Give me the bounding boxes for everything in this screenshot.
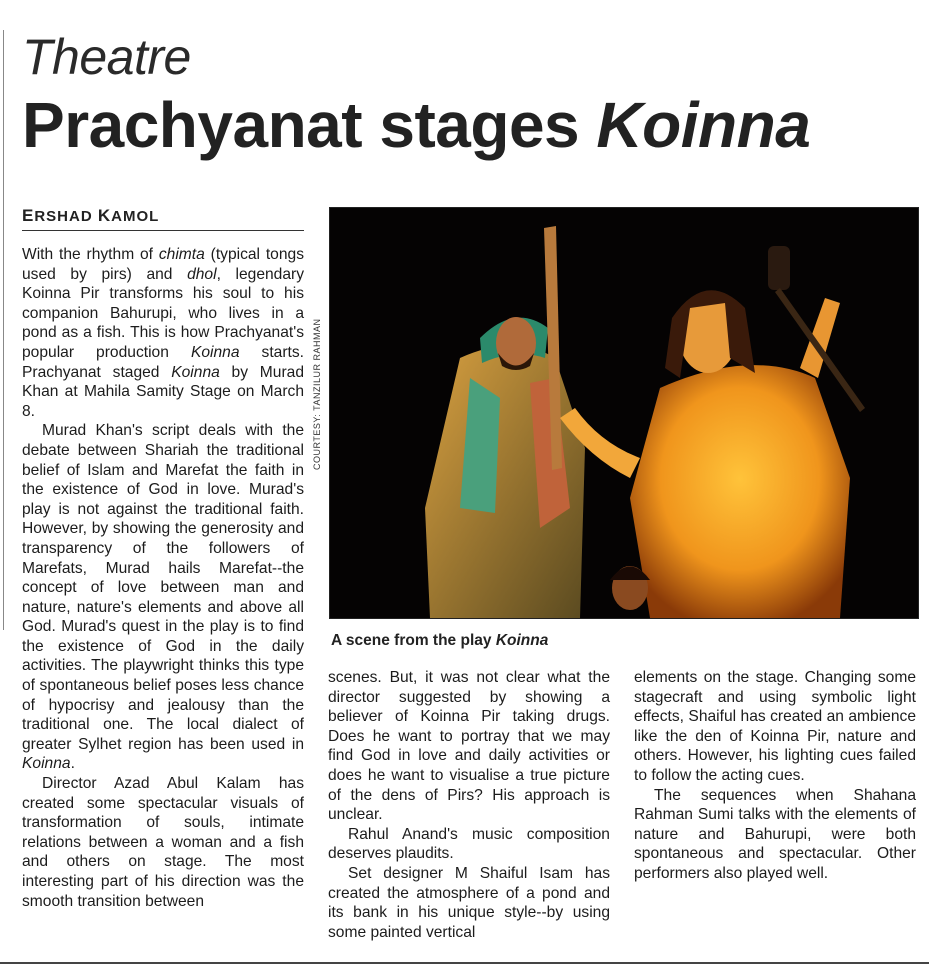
text-run: Murad Khan's script deals with the debate between Shariah the traditional belief of Islam and Marefat the faith in the existence of God in love. Murad's play is not against the traditional faith. However, by showing the generosity and transparency of the followers of Marefats, Murad hails Marefat--the concept of love between man and nature, nature's elements and above all God. Murad's quest in the play is to find the existence of God in the daily activities. The playwright thinks this type of spontaneous belief poses less chance of hypocrisy and jealousy than the traditional one. The local dialect of greater Sylhet region has been used in xyxy=(22,422,304,753)
text-run-italic: Koinna xyxy=(22,755,71,773)
bottom-rule xyxy=(0,962,929,964)
caption-title-italic: Koinna xyxy=(495,632,549,649)
section-label: Theatre xyxy=(22,29,191,85)
caption-text: A scene from the play xyxy=(331,632,496,649)
paragraph xyxy=(22,421,304,774)
paragraph: Set designer M Shaiful Isam has created the atmosphere of a pond and its bank in his unique style--by using some painted vertical xyxy=(328,864,610,941)
text-run: With the rhythm of xyxy=(22,246,159,263)
text-run: . xyxy=(70,755,75,773)
paragraph: scenes. But, it was not clear what the director suggested by showing a believer of Koinna Pir taking drugs. Does he want to portray that we may find God in love and daily activities or does he want to visualise a true picture of the dens of Pirs? His approach is unclear. xyxy=(328,669,610,824)
text-run: , legendary Koinna Pir transforms his soul to his companion Bahurupi, who lives in a pond as a fish. This is how Prachyanat's popular production xyxy=(22,265,304,361)
text-run-italic: dhol xyxy=(187,265,217,283)
byline-initial: E xyxy=(22,206,35,225)
paragraph: Director Azad Abul Kalam has created some spectacular visuals of transformation of souls, intimate relations between a woman and a fish and others on stage. The most interesting part of his direction was the smooth transition between xyxy=(22,775,304,910)
headline-title-italic: Koinna xyxy=(596,89,811,161)
text-run: by Murad Khan at Mahila Samity Stage on March 8. xyxy=(22,363,304,420)
byline xyxy=(22,206,304,231)
article-column-2 xyxy=(328,668,610,942)
article-column-3 xyxy=(634,668,916,884)
text-run: starts. Prachyanat staged xyxy=(22,343,304,381)
photo-caption xyxy=(331,632,548,650)
stage-photo xyxy=(329,207,919,619)
text-run: (typical tongs used by pirs) and xyxy=(22,246,304,283)
paragraph: Rahul Anand's music composition deserves plaudits. xyxy=(328,825,610,863)
byline-first: RSHAD xyxy=(34,208,93,225)
stage-photo-illustration xyxy=(330,208,918,618)
article-column-1 xyxy=(22,245,304,911)
text-run-italic: Koinna xyxy=(171,363,220,381)
paragraph: The sequences when Shahana Rahman Sumi talks with the elements of nature and Bahurupi, were both spontaneous and spectacular. Other performers also played well. xyxy=(634,786,916,882)
headline xyxy=(22,88,810,162)
text-run-italic: Koinna xyxy=(190,343,240,361)
headline-text: Prachyanat stages xyxy=(22,89,597,161)
byline-initial: K xyxy=(97,206,112,225)
paragraph: elements on the stage. Changing some stagecraft and using symbolic light effects, Shaiful has created an ambience like the den of Koinna Pir, nature and others. However, his lighting cues failed to follow the acting cues. xyxy=(634,669,916,784)
text-run-italic: chimta xyxy=(158,246,205,263)
photo-credit: COURTESY: TANZILUR RAHMAN xyxy=(312,318,322,470)
left-margin-rule xyxy=(3,30,4,630)
byline-last: AMOL xyxy=(111,208,160,225)
paragraph xyxy=(22,245,304,421)
